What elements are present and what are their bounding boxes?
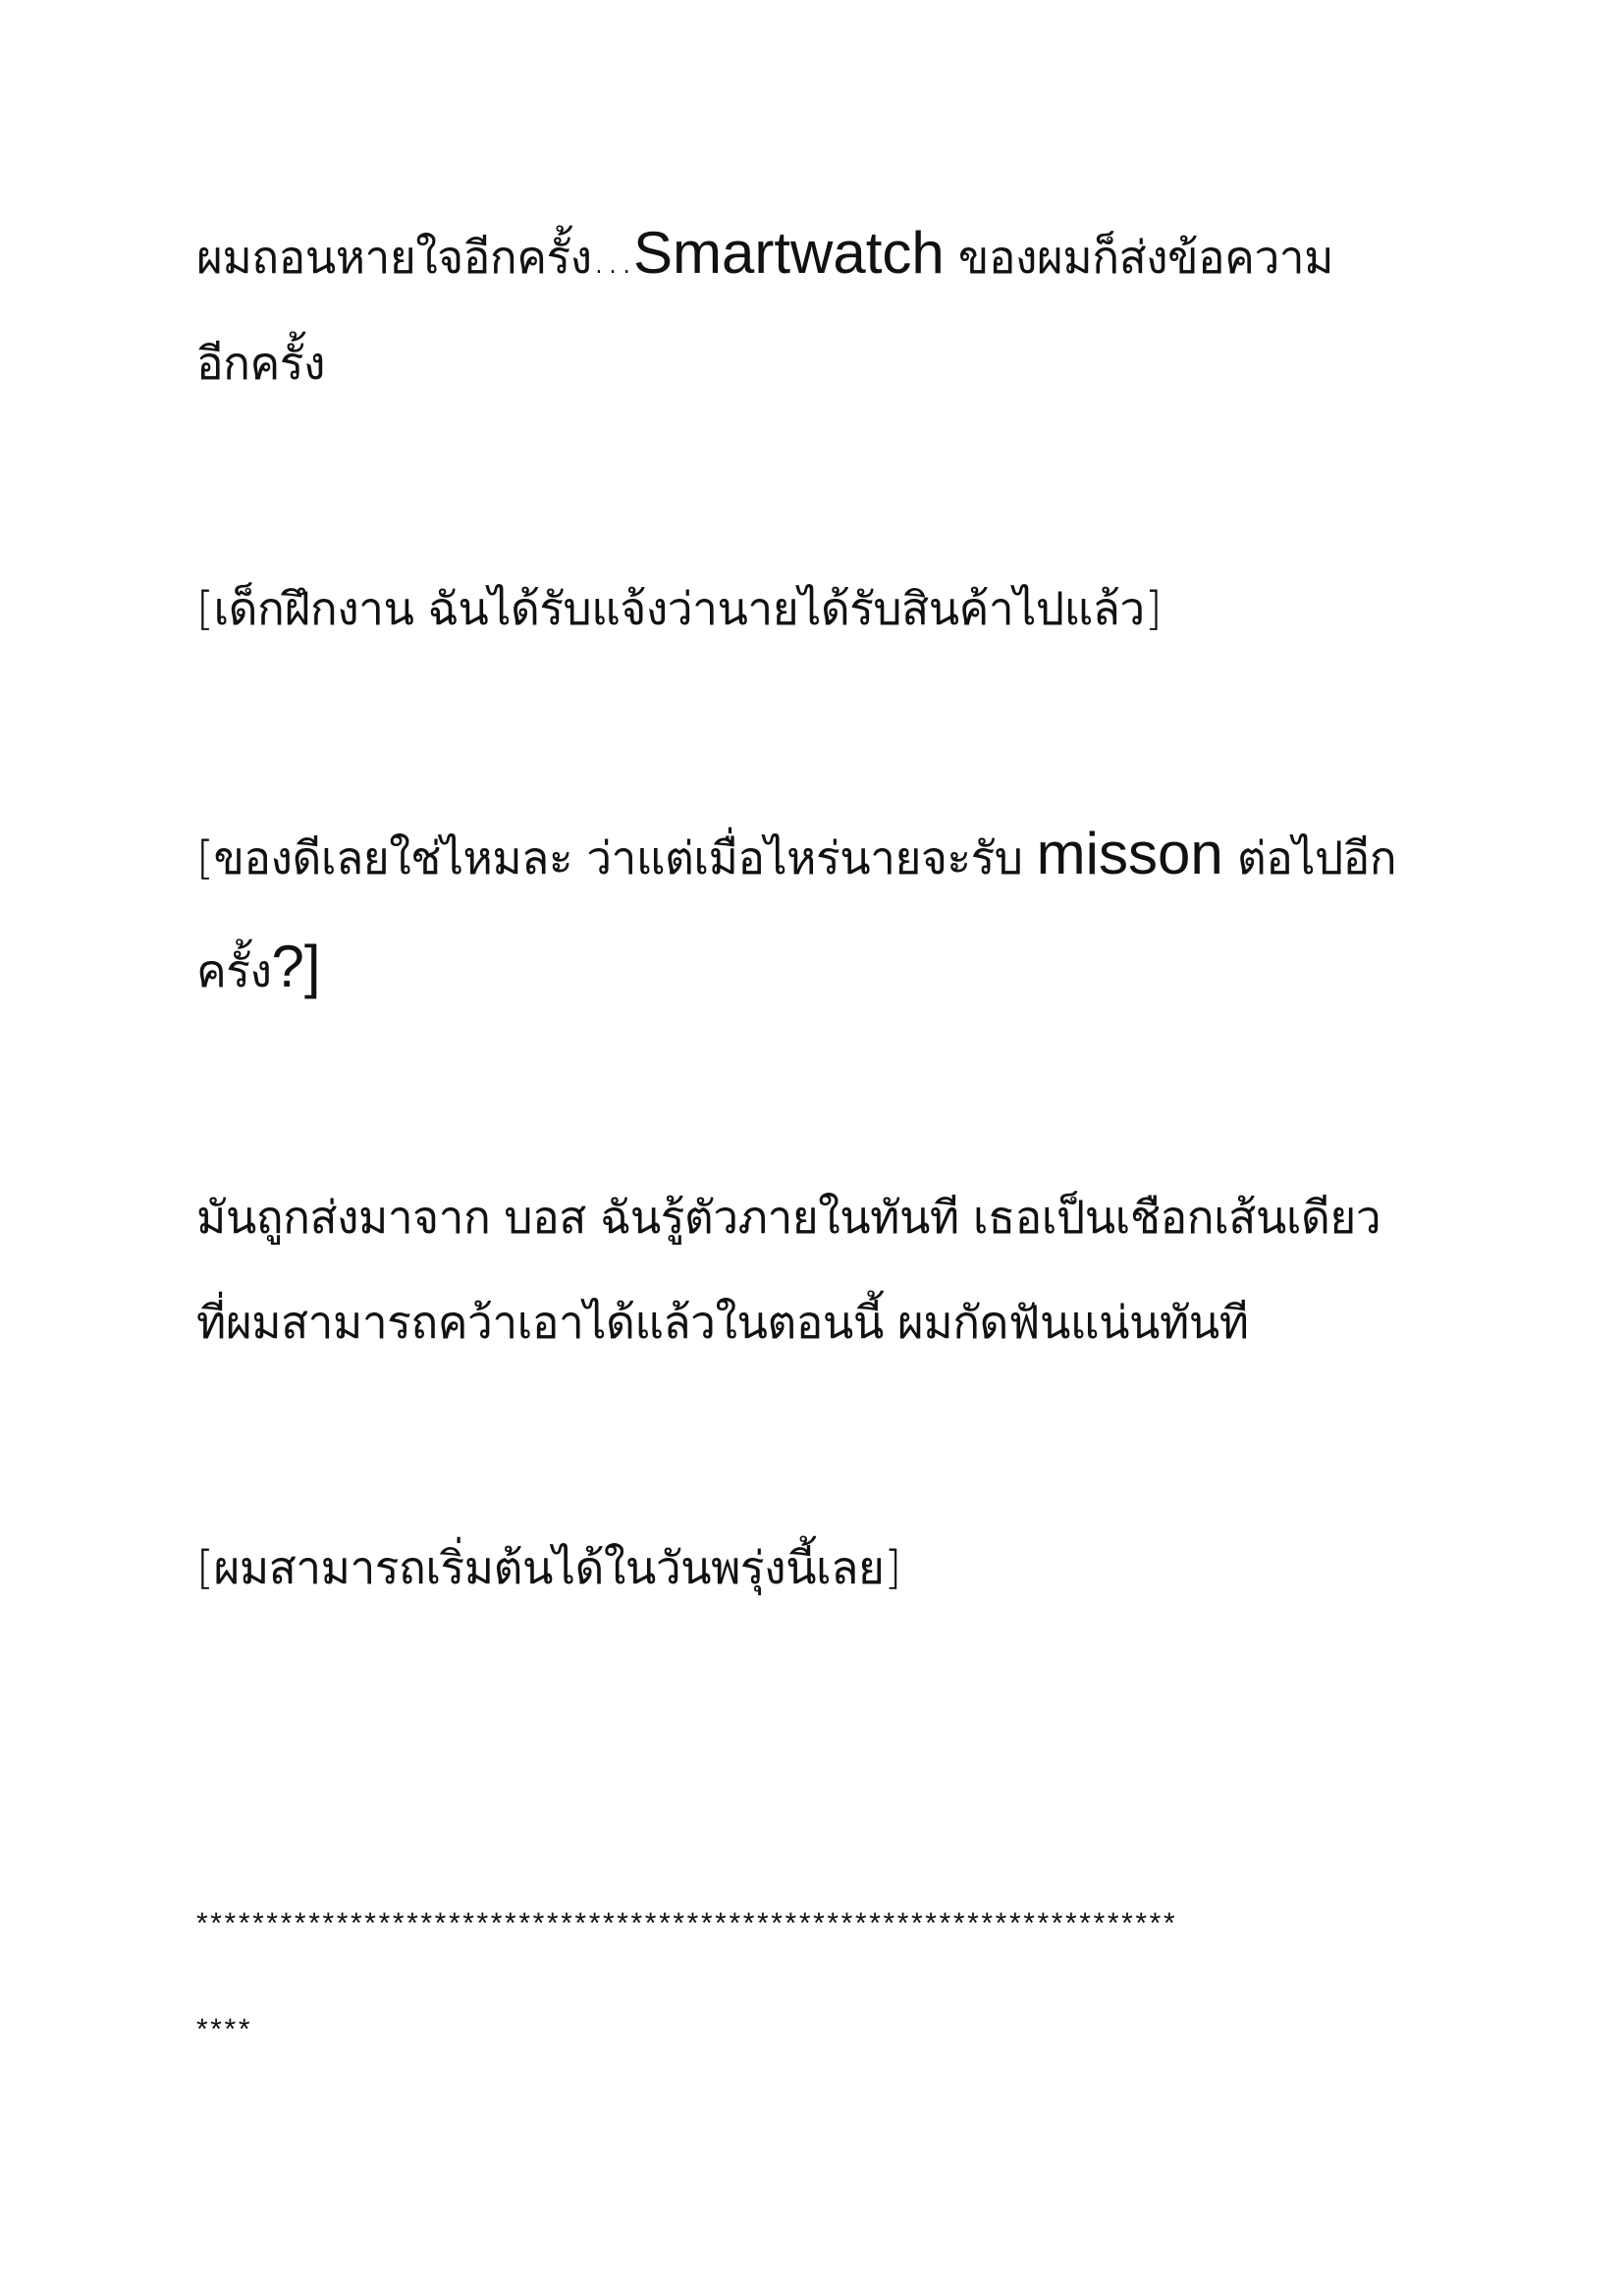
paragraph-2-text: [เด็กฝึกงาน ฉันได้รับแจ้งว่านายได้รับสินค้าไปแล้ว] bbox=[196, 582, 1163, 635]
paragraph-4-text-b: ที่ผมสามารถคว้าเอาได้แล้วในตอนนี้ ผมกัดฟันแน่นทันที bbox=[196, 1296, 1249, 1349]
paragraph-3-text-c: ครั้ง bbox=[196, 944, 272, 997]
paragraph-4-line-1 bbox=[196, 1188, 1380, 1247]
paragraph-3-text-b: ต่อไปอีก bbox=[1222, 831, 1397, 884]
paragraph-1-line-1 bbox=[196, 220, 1333, 287]
paragraph-3-latin-punct: ?] bbox=[271, 934, 321, 999]
paragraph-3-line-2 bbox=[196, 934, 321, 1000]
paragraph-1-latin-term: Smartwatch bbox=[633, 220, 945, 286]
separator-line-2: **** bbox=[196, 2013, 253, 2046]
paragraph-3-text-a: [ของดีเลยใช่ไหมละ ว่าแต่เมื่อไหร่นายจะรับ bbox=[196, 831, 1037, 884]
paragraph-5-text: [ผมสามารถเริ่มต้นได้ในวันพรุ่งนี้เลย] bbox=[196, 1541, 901, 1594]
paragraph-1-text-a: ผมถอนหายใจอีกครั้ง... bbox=[196, 231, 634, 284]
paragraph-1-line-2 bbox=[196, 334, 325, 393]
paragraph-2-line-1 bbox=[196, 579, 1162, 638]
paragraph-4-line-2 bbox=[196, 1293, 1249, 1352]
paragraph-1-text-b: ของผมก็ส่งข้อความ bbox=[944, 231, 1333, 284]
paragraph-5-line-1 bbox=[196, 1538, 901, 1597]
paragraph-1-text-c: อีกครั้ง bbox=[196, 337, 325, 390]
paragraph-3-latin-term: misson bbox=[1036, 821, 1223, 886]
paragraph-4-text-a: มันถูกส่งมาจาก บอส ฉันรู้ตัวภายในทันที เธอเป็นเชือกเส้นเดียว bbox=[196, 1191, 1381, 1244]
paragraph-3-line-1 bbox=[196, 821, 1397, 887]
separator-line-1: ********************************************************************** bbox=[196, 1907, 1178, 1940]
